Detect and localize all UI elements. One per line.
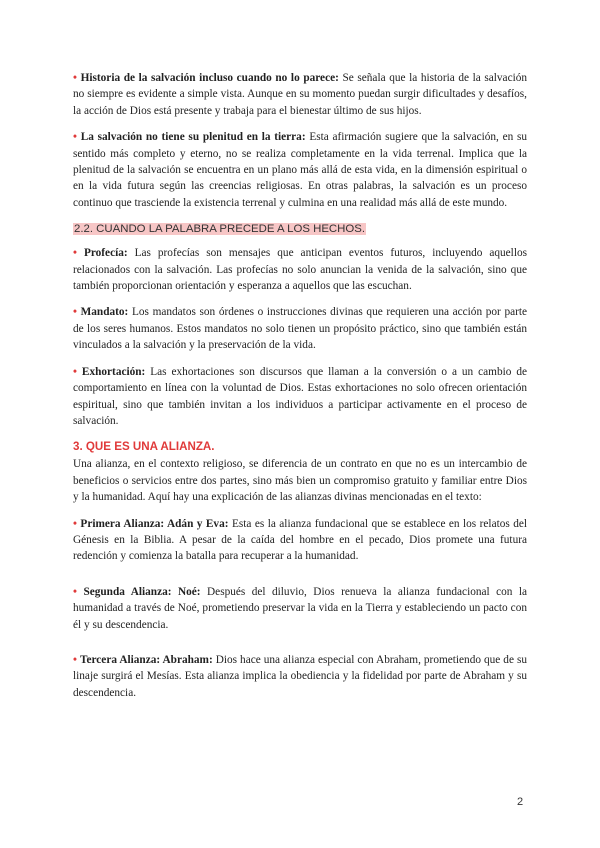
bullet-term: Mandato: [80,306,129,319]
section-heading-2-2 [73,221,527,237]
bullet-term: Primera Alianza: Adán y Eva: [80,517,229,530]
bullet-marker: • [73,517,77,530]
bullet-marker: • [73,72,77,84]
bullet-marker: • [73,247,77,260]
page-number: 2 [517,796,524,808]
bullet-marker: • [73,585,77,598]
bullet-text: Después del diluvio, Dios renueva la alianza fundacional con la humanidad a través de Noé, prometiendo preservar la vida en la Tierra y estableciendo un pacto con él y su descendencia. [73,585,528,631]
bullet-text: Dios hace una alianza especial con Abraham, prometiendo que de su linaje surgirá el Mesías. Esta alianza implica la obediencia y la fidelidad por parte de Abraham y su descendencia. [73,653,527,699]
section-3-intro: Una alianza, en el contexto religioso, se diferencia de un contrato en que no es un intercambio de beneficios o servicios entre dos partes, sino más bien un compromiso gratuito y familiar entre Dios y la humanidad. Aquí hay una explicación de las alianzas divinas mencionadas en el texto: [73,458,527,504]
bullet-historia-salvacion [73,70,527,119]
bullet-text: Las profecías son mensajes que anticipan eventos futuros, incluyendo aquellos relacionados con la salvación. Las profecías no solo anuncian la venida de la salvación, sino que también proporcionan orientación y esperanza a aquellos que las escuchan. [73,247,527,293]
bullet-profecia [73,245,527,294]
bullet-primera-alianza [73,516,527,565]
bullet-marker: • [73,365,77,378]
bullet-marker: • [73,131,77,144]
bullet-term: Historia de la salvación incluso cuando no lo parece: [80,72,339,84]
bullet-term: La salvación no tiene su plenitud en la tierra: [80,131,306,144]
bullet-segunda-alianza [73,584,527,633]
page-content [73,70,527,711]
bullet-tercera-alianza [73,652,527,701]
bullet-marker: • [73,653,77,666]
bullet-text: Las exhortaciones son discursos que llaman a la conversión o a un cambio de comportamiento en línea con la voluntad de Dios. Estas exhortaciones no solo ofrecen orientación espiritual, sino que también invitan a los individuos a participar activamente en el proceso de salvación. [73,365,527,427]
bullet-text: Esta es la alianza fundacional que se establece en los relatos del Génesis en la Biblia. A pesar de la caída del hombre en el pecado, Dios promete una futura redención y comienza la batalla para recuperar a la humanidad. [73,517,528,563]
bullet-term: Tercera Alianza: Abraham: [79,653,213,666]
bullet-marker: • [73,306,77,319]
bullet-term: Segunda Alianza: Noé: [83,585,201,598]
bullet-exhortacion [73,364,527,430]
bullet-text: Los mandatos son órdenes o instrucciones divinas que requieren una acción por parte de los seres humanos. Estos mandatos no solo tienen un propósito práctico, sino que también están vinculados a la salvación y la preservación de la vida. [73,306,528,352]
bullet-mandato [73,304,527,353]
bullet-salvacion-plenitud [73,129,527,211]
bullet-text: Se señala que la historia de la salvación no siempre es evidente a simple vista. Aunque en su momento puedan surgir dificultades y desafíos, la acción de Dios está presente y trabaja para el bienestar último de sus hijos. [73,72,528,117]
section-heading-3: 3. QUE ES UNA ALIANZA. [73,440,215,454]
bullet-text: Esta afirmación sugiere que la salvación, en su sentido más completo y eterno, no se realiza completamente en la vida terrenal. Implica que la plenitud de la salvación se encuentra en un plano más allá de esta vida, en la dimensión espiritual o en la vida futura según las creencias religiosas. En otras palabras, la salvación es un proceso continuo que trasciende la existencia terrenal y culmina en una realidad más allá de este mundo. [73,131,527,209]
section-heading-2-2-text: 2.2. CUANDO LA PALABRA PRECEDE A LOS HECHOS. [74,223,365,236]
bullet-term: Exhortación: [81,365,146,378]
bullet-term: Profecía: [83,247,128,260]
